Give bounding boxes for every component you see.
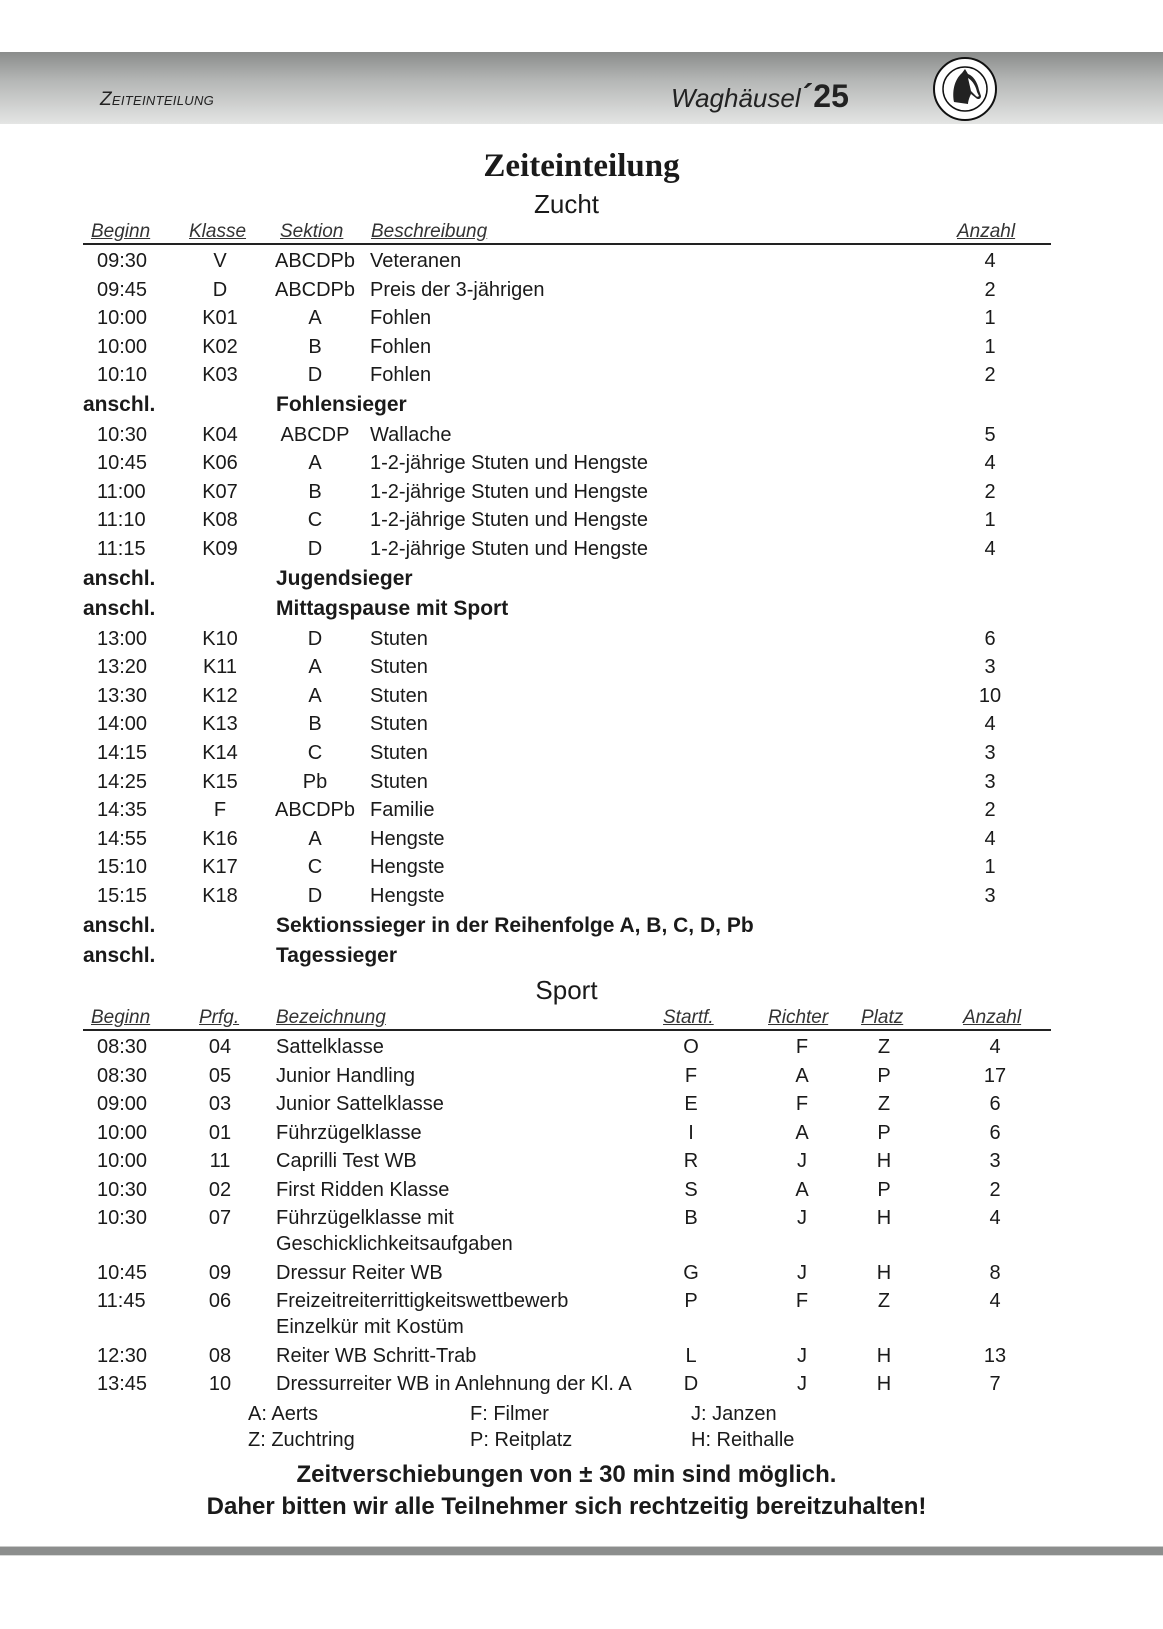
cell-beschreibung: 1-2-jährige Stuten und Hengste <box>370 537 648 560</box>
cell-platz: H <box>876 1344 892 1367</box>
table-row <box>0 1150 1163 1178</box>
cell-anzahl: 2 <box>984 278 996 301</box>
cell-bezeichnung: Führzügelklasse mit <box>276 1207 454 1229</box>
cell-anzahl: 2 <box>984 364 996 387</box>
cell-klasse: K10 <box>202 627 238 650</box>
cell-sektion: A <box>308 307 322 330</box>
header-section-label: Zeiteinteilung <box>100 89 215 110</box>
cell-klasse: D <box>212 278 228 301</box>
legend-a: A: Aerts <box>248 1403 319 1425</box>
cell-startf: R <box>683 1150 699 1172</box>
cell-prfg: 04 <box>208 1036 232 1058</box>
sport-table-header <box>83 1007 1051 1031</box>
cell-beginn: anschl. <box>83 597 156 620</box>
cell-beschreibung: Preis der 3-jährigen <box>370 278 545 301</box>
cell-platz: P <box>877 1121 891 1144</box>
cell-beginn: 15:10 <box>97 856 148 879</box>
cell-klasse: K08 <box>202 509 238 532</box>
cell-startf: G <box>683 1261 699 1284</box>
cell-beginn: 14:35 <box>97 799 148 822</box>
cell-beginn: 11:00 <box>97 480 146 503</box>
schedule-row-highlight <box>0 914 1163 942</box>
cell-platz: P <box>877 1064 891 1087</box>
cell-beginn: 11:45 <box>97 1290 146 1312</box>
cell-sektion: ABCDPb <box>274 799 356 822</box>
cell-beginn: anschl. <box>83 393 156 416</box>
cell-klasse: K18 <box>202 884 238 907</box>
cell-sektion: D <box>307 537 323 560</box>
cell-anzahl: 8 <box>989 1261 1001 1284</box>
cell-sektion: C <box>307 509 323 532</box>
cell-beginn: 11:10 <box>97 509 146 532</box>
cell-startf: S <box>684 1178 698 1201</box>
section-heading-zucht: Zucht <box>533 189 600 219</box>
cell-beschreibung: Tagessieger <box>276 944 398 967</box>
col-sektion: Sektion <box>280 221 344 242</box>
cell-anzahl: 3 <box>984 770 996 793</box>
cell-startf: F <box>684 1064 698 1087</box>
col-prfg: Prfg. <box>199 1007 240 1028</box>
cell-beginn: 10:30 <box>97 1207 148 1229</box>
table-row <box>0 1036 1163 1064</box>
cell-beginn: 10:45 <box>97 452 148 475</box>
header-event-name: Waghäusel <box>671 83 801 113</box>
table-row <box>0 279 1163 307</box>
cell-richter: F <box>795 1036 809 1058</box>
col-startf: Startf. <box>663 1007 714 1028</box>
section-heading-sport: Sport <box>535 975 598 1005</box>
cell-klasse: K04 <box>202 423 238 446</box>
legend-h: H: Reithalle <box>691 1429 795 1451</box>
cell-beginn: 09:30 <box>97 250 148 272</box>
cell-bezeichnung: Junior Handling <box>276 1064 415 1087</box>
cell-bezeichnung: Junior Sattelklasse <box>276 1093 444 1115</box>
cell-beschreibung: Stuten <box>370 741 428 764</box>
notice-line-2: Daher bitten wir alle Teilnehmer sich rechtzeitig bereitzuhalten! <box>206 1493 927 1520</box>
cell-klasse: K11 <box>202 656 238 679</box>
cell-richter: J <box>797 1261 807 1284</box>
cell-klasse: F <box>213 799 227 822</box>
cell-richter: J <box>797 1373 807 1395</box>
notice-line-1: Zeitverschiebungen von ± 30 min sind möglich. <box>296 1461 837 1488</box>
cell-beschreibung: Veteranen <box>370 250 462 272</box>
table-row <box>0 307 1163 335</box>
cell-anzahl: 5 <box>984 423 996 446</box>
cell-anzahl: 3 <box>984 741 996 764</box>
legend-p: P: Reitplatz <box>470 1429 573 1451</box>
cell-beginn: 10:00 <box>97 335 148 358</box>
cell-anzahl: 4 <box>984 537 996 560</box>
cell-platz: H <box>876 1207 892 1229</box>
cell-beschreibung: Hengste <box>370 827 445 850</box>
cell-startf: B <box>684 1207 698 1229</box>
table-row <box>0 1207 1163 1255</box>
cell-startf: O <box>683 1036 699 1058</box>
table-row <box>0 856 1163 884</box>
cell-anzahl: 17 <box>983 1064 1007 1087</box>
cell-anzahl: 1 <box>984 307 996 330</box>
cell-prfg: 02 <box>208 1178 232 1201</box>
cell-richter: A <box>795 1121 809 1144</box>
cell-sektion: C <box>307 856 323 879</box>
cell-klasse: K15 <box>202 770 238 793</box>
table-row <box>0 1262 1163 1290</box>
cell-richter: F <box>795 1093 809 1115</box>
cell-richter: A <box>795 1064 809 1087</box>
cell-bezeichnung: Dressurreiter WB in Anlehnung der Kl. A <box>276 1373 632 1395</box>
cell-platz: Z <box>877 1036 891 1058</box>
cell-platz: H <box>876 1373 892 1395</box>
table-row <box>0 828 1163 856</box>
cell-beginn: 13:00 <box>97 627 148 650</box>
cell-bezeichnung-line2: Geschicklichkeitsaufgaben <box>276 1233 513 1255</box>
col-platz: Platz <box>861 1007 904 1028</box>
cell-beginn: 13:20 <box>97 656 148 679</box>
cell-anzahl: 4 <box>984 250 996 272</box>
cell-klasse: K17 <box>202 856 238 879</box>
cell-beschreibung: Stuten <box>370 713 428 736</box>
col-beginn: Beginn <box>91 221 151 242</box>
cell-klasse: K14 <box>202 741 238 764</box>
cell-anzahl: 3 <box>984 884 996 907</box>
cell-anzahl: 2 <box>984 480 996 503</box>
cell-bezeichnung-line2: Einzelkür mit Kostüm <box>276 1316 464 1338</box>
cell-beginn: 15:15 <box>97 884 148 907</box>
cell-beschreibung: Hengste <box>370 856 445 879</box>
cell-platz: Z <box>877 1093 891 1115</box>
cell-beschreibung: Fohlen <box>370 364 432 387</box>
table-row <box>0 424 1163 452</box>
cell-beschreibung: Stuten <box>370 770 428 793</box>
legend-j: J: Janzen <box>691 1403 777 1425</box>
table-row <box>0 452 1163 480</box>
cell-sektion: ABCDPb <box>274 278 356 301</box>
cell-prfg: 10 <box>208 1373 232 1395</box>
cell-sektion: D <box>307 884 323 907</box>
cell-anzahl: 4 <box>989 1036 1001 1058</box>
cell-startf: D <box>683 1373 699 1395</box>
cell-anzahl: 6 <box>989 1093 1001 1115</box>
cell-klasse: K01 <box>202 307 238 330</box>
cell-beginn: anschl. <box>83 913 156 937</box>
cell-beginn: 14:15 <box>97 741 148 764</box>
cell-richter: F <box>795 1290 809 1312</box>
cell-klasse: K12 <box>202 684 238 707</box>
cell-sektion: B <box>308 480 322 503</box>
cell-klasse: K03 <box>202 364 238 387</box>
cell-sektion: ABCDP <box>280 423 350 446</box>
cell-beginn: 10:30 <box>97 1178 148 1201</box>
cell-beschreibung: 1-2-jährige Stuten und Hengste <box>370 509 648 532</box>
cell-beginn: 10:45 <box>97 1261 148 1284</box>
cell-beginn: 10:10 <box>97 364 148 387</box>
cell-sektion: A <box>308 827 322 850</box>
cell-beschreibung: Mittagspause mit Sport <box>276 597 509 620</box>
cell-sektion: D <box>307 627 323 650</box>
cell-beginn: anschl. <box>83 566 156 590</box>
header-event-title <box>671 78 849 115</box>
cell-beschreibung: Fohlen <box>370 335 432 358</box>
cell-beschreibung: Jugendsieger <box>276 566 413 590</box>
cell-anzahl: 7 <box>989 1373 1001 1395</box>
cell-anzahl: 4 <box>989 1207 1001 1229</box>
cell-beginn: 08:30 <box>97 1036 148 1058</box>
cell-startf: L <box>685 1344 697 1367</box>
horse-logo-icon <box>932 56 998 122</box>
cell-prfg: 07 <box>208 1207 232 1229</box>
cell-sektion: A <box>308 684 322 707</box>
cell-beschreibung: Sektionssieger in der Reihenfolge A, B, C, D, Pb <box>276 913 754 937</box>
legend-f: F: Filmer <box>470 1403 549 1425</box>
cell-beginn: 10:30 <box>97 423 148 446</box>
cell-klasse: K16 <box>202 827 238 850</box>
table-row <box>0 250 1163 278</box>
table-row <box>0 481 1163 509</box>
col-klasse: Klasse <box>189 221 247 242</box>
cell-anzahl: 4 <box>984 827 996 850</box>
cell-beschreibung: Wallache <box>370 423 452 446</box>
cell-prfg: 01 <box>208 1121 232 1144</box>
cell-klasse: K13 <box>202 713 238 736</box>
cell-bezeichnung: Freizeitreiterrittigkeitswettbewerb <box>276 1290 569 1312</box>
cell-anzahl: 3 <box>989 1150 1001 1172</box>
header-event-year: ´25 <box>802 78 849 114</box>
cell-prfg: 11 <box>209 1150 231 1172</box>
col-anzahl: Anzahl <box>957 221 1016 242</box>
cell-anzahl: 3 <box>984 656 996 679</box>
cell-anzahl: 6 <box>989 1121 1001 1144</box>
cell-beginn: 09:45 <box>97 278 148 301</box>
table-row <box>0 885 1163 913</box>
table-row <box>0 336 1163 364</box>
cell-beschreibung: Stuten <box>370 627 428 650</box>
cell-platz: H <box>876 1150 892 1172</box>
table-row <box>0 742 1163 770</box>
cell-beginn: 14:55 <box>97 827 148 850</box>
cell-bezeichnung: Sattelklasse <box>276 1036 384 1058</box>
table-row <box>0 713 1163 741</box>
cell-richter: J <box>797 1344 807 1367</box>
cell-sektion: D <box>307 364 323 387</box>
cell-sektion: C <box>307 741 323 764</box>
cell-beginn: 10:00 <box>97 1121 148 1144</box>
cell-beginn: anschl. <box>83 944 156 967</box>
cell-beginn: 10:00 <box>97 1150 148 1172</box>
schedule-row-highlight <box>0 944 1163 972</box>
cell-klasse: K06 <box>202 452 238 475</box>
cell-prfg: 09 <box>208 1261 232 1284</box>
table-row <box>0 685 1163 713</box>
cell-startf: E <box>684 1093 698 1115</box>
cell-platz: H <box>876 1261 892 1284</box>
cell-anzahl: 13 <box>983 1344 1007 1367</box>
cell-anzahl: 10 <box>978 684 1002 707</box>
table-row <box>0 364 1163 392</box>
col-bezeichnung: Bezeichnung <box>276 1007 386 1028</box>
table-row <box>0 1179 1163 1207</box>
cell-sektion: Pb <box>302 770 328 793</box>
cell-bezeichnung: Caprilli Test WB <box>276 1150 417 1172</box>
cell-bezeichnung: First Ridden Klasse <box>276 1178 450 1201</box>
cell-anzahl: 1 <box>984 335 996 358</box>
cell-beschreibung: 1-2-jährige Stuten und Hengste <box>370 452 648 475</box>
cell-anzahl: 6 <box>984 627 996 650</box>
cell-klasse: V <box>213 250 227 272</box>
table-row <box>0 1290 1163 1338</box>
cell-klasse: K09 <box>202 537 238 560</box>
cell-beginn: 14:25 <box>97 770 148 793</box>
table-row <box>0 771 1163 799</box>
cell-sektion: A <box>308 452 322 475</box>
cell-startf: P <box>684 1290 698 1312</box>
cell-sektion: A <box>308 656 322 679</box>
schedule-row-highlight <box>0 393 1163 421</box>
table-row <box>0 656 1163 684</box>
cell-beginn: 08:30 <box>97 1064 148 1087</box>
table-row <box>0 509 1163 537</box>
cell-beschreibung: Stuten <box>370 656 428 679</box>
cell-prfg: 05 <box>208 1064 232 1087</box>
col-beginn: Beginn <box>91 1007 151 1028</box>
cell-richter: A <box>795 1178 809 1201</box>
cell-anzahl: 2 <box>989 1178 1001 1201</box>
cell-beschreibung: Stuten <box>370 684 428 707</box>
cell-prfg: 06 <box>208 1290 232 1312</box>
col-richter: Richter <box>768 1007 829 1028</box>
cell-anzahl: 4 <box>989 1290 1001 1312</box>
cell-prfg: 08 <box>208 1344 232 1367</box>
cell-anzahl: 2 <box>984 799 996 822</box>
table-row <box>0 538 1163 566</box>
cell-platz: P <box>877 1178 891 1201</box>
page-title: Zeiteinteilung <box>483 148 680 184</box>
cell-klasse: K02 <box>202 335 238 358</box>
cell-richter: J <box>797 1150 807 1172</box>
cell-bezeichnung: Reiter WB Schritt-Trab <box>276 1344 477 1367</box>
cell-beschreibung: Fohlensieger <box>276 393 407 416</box>
cell-klasse: K07 <box>202 480 238 503</box>
table-row <box>0 628 1163 656</box>
cell-beschreibung: Fohlen <box>370 307 432 330</box>
cell-anzahl: 1 <box>984 856 996 879</box>
cell-beginn: 14:00 <box>97 713 148 736</box>
page-footer-bar <box>0 1546 1163 1556</box>
table-row <box>0 1122 1163 1150</box>
col-anzahl: Anzahl <box>963 1007 1022 1028</box>
cell-anzahl: 4 <box>984 713 996 736</box>
table-row <box>0 1093 1163 1121</box>
cell-sektion: B <box>308 335 322 358</box>
col-beschreibung: Beschreibung <box>371 221 488 242</box>
cell-bezeichnung: Führzügelklasse <box>276 1121 422 1144</box>
cell-beschreibung: 1-2-jährige Stuten und Hengste <box>370 480 648 503</box>
cell-beschreibung: Familie <box>370 799 435 822</box>
cell-beschreibung: Hengste <box>370 884 445 907</box>
cell-prfg: 03 <box>208 1093 232 1115</box>
cell-beginn: 12:30 <box>97 1344 148 1367</box>
cell-anzahl: 1 <box>984 509 996 532</box>
table-row <box>0 1345 1163 1373</box>
cell-beginn: 13:30 <box>97 684 148 707</box>
cell-sektion: B <box>308 713 322 736</box>
cell-sektion: ABCDPb <box>274 250 356 272</box>
cell-platz: Z <box>877 1290 891 1312</box>
cell-beginn: 13:45 <box>97 1373 148 1395</box>
cell-beginn: 10:00 <box>97 307 148 330</box>
table-row <box>0 1065 1163 1093</box>
cell-startf: I <box>688 1121 694 1144</box>
zucht-table-header <box>83 221 1051 245</box>
legend-z: Z: Zuchtring <box>248 1429 355 1451</box>
cell-beginn: 11:15 <box>97 537 146 560</box>
cell-bezeichnung: Dressur Reiter WB <box>276 1261 443 1284</box>
cell-anzahl: 4 <box>984 452 996 475</box>
schedule-row-highlight <box>0 597 1163 625</box>
cell-richter: J <box>797 1207 807 1229</box>
schedule-row-highlight <box>0 567 1163 595</box>
table-row <box>0 1373 1163 1401</box>
cell-beginn: 09:00 <box>97 1093 148 1115</box>
table-row <box>0 799 1163 827</box>
